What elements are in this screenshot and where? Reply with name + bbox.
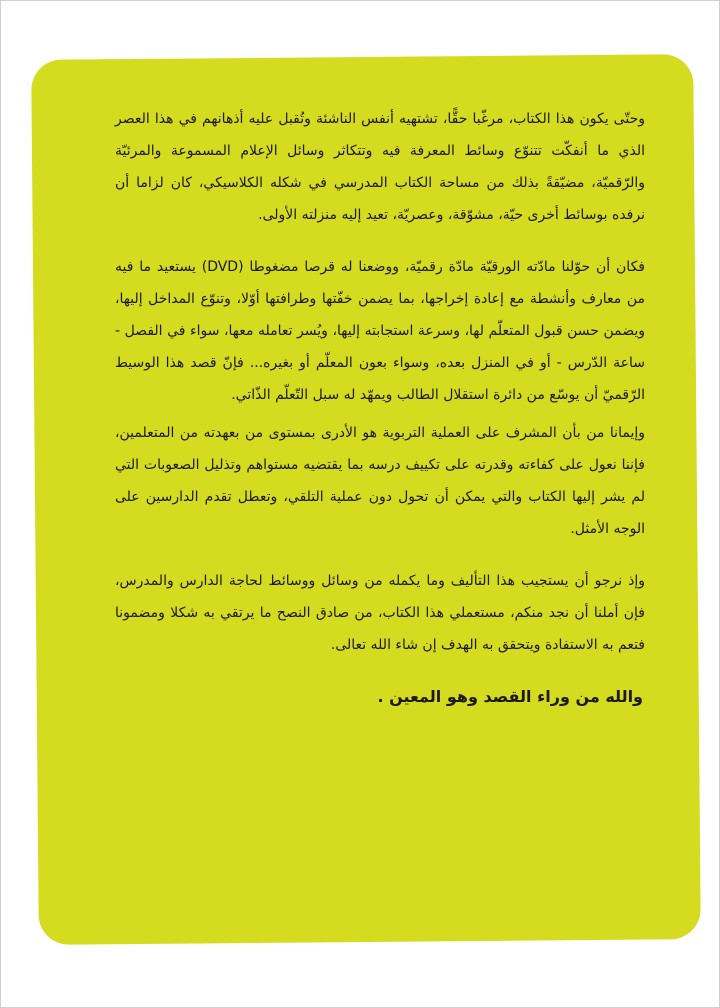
paragraph-4: وإذ نرجو أن يستجيب هذا التأليف وما يكمله من وسائل ووسائط لحاجة الدارس والمدرس، فإن أملنا أن نجد منكم، مستعملي هذا الكتاب، من صادق النصح ما يرتقي به شكلا ومضمونا فتعم به الاستفادة ويتحقق به الهدف إن شاء الله تعالى. [115, 573, 645, 653]
paragraph-2: فكان أن حوّلنا مادّته الورقيّة مادّة رقميّة، ووضعنا له قرصا مضغوطا (DVD) يستعيد ما فيه من معارف وأنشطة مع إعادة إخراجها، بما يضمن خفّتها وطرافتها أوّلا، وتنوّع المداخل إليها، ويضمن حسن قبول المتعلّم لها، وسرعة استجابته إليها، ويُسر تعامله معها، سواء في الفصل - ساعة الدّرس - أو في المنزل بعده، وسواء بعون المعلّم أو بغيره... فإنّ قصد هذا الوسيط الرّقميّ أن يوسّع من دائرة استقلال الطالب ويمهّد له سبل التّعلّم الذّاتي. [115, 259, 645, 403]
closing-line: والله من وراء القصد وهو المعين . [377, 687, 643, 706]
paragraph-1: وحتّى يكون هذا الكتاب، مرغّبا حقًّا، تشتهيه أنفس الناشئة وتُقبل عليه أذهانهم في هذا العصر الذي ما أنفكّت تتنوّع وسائط المعرفة فيه وتتكاثر وسائل الإعلام المسموعة والمرئيّة والرّقميّة، مضيّقةً بذلك من مساحة الكتاب المدرسي في شكله الكلاسيكي، كان لزاما أن نرفده بوسائط أخرى حيّة، مشوّقة، وعصريّة، تعيد إليه منزلته الأولى. [115, 111, 645, 223]
paragraph-3: وإيمانا من بأن المشرف على العملية التربوية هو الأدرى بمستوى من بعهدته من المتعلمين، فإننا نعول على كفاءته وقدرته على تكييف درسه بما يقتضيه مستواهم وتذليل الصعوبات التي لم يشر إليها الكتاب والتي يمكن أن تحول دون عملية التلقي، وتعطل تقدم الدارسين على الوجه الأمثل. [115, 425, 645, 537]
document-body [115, 103, 645, 729]
